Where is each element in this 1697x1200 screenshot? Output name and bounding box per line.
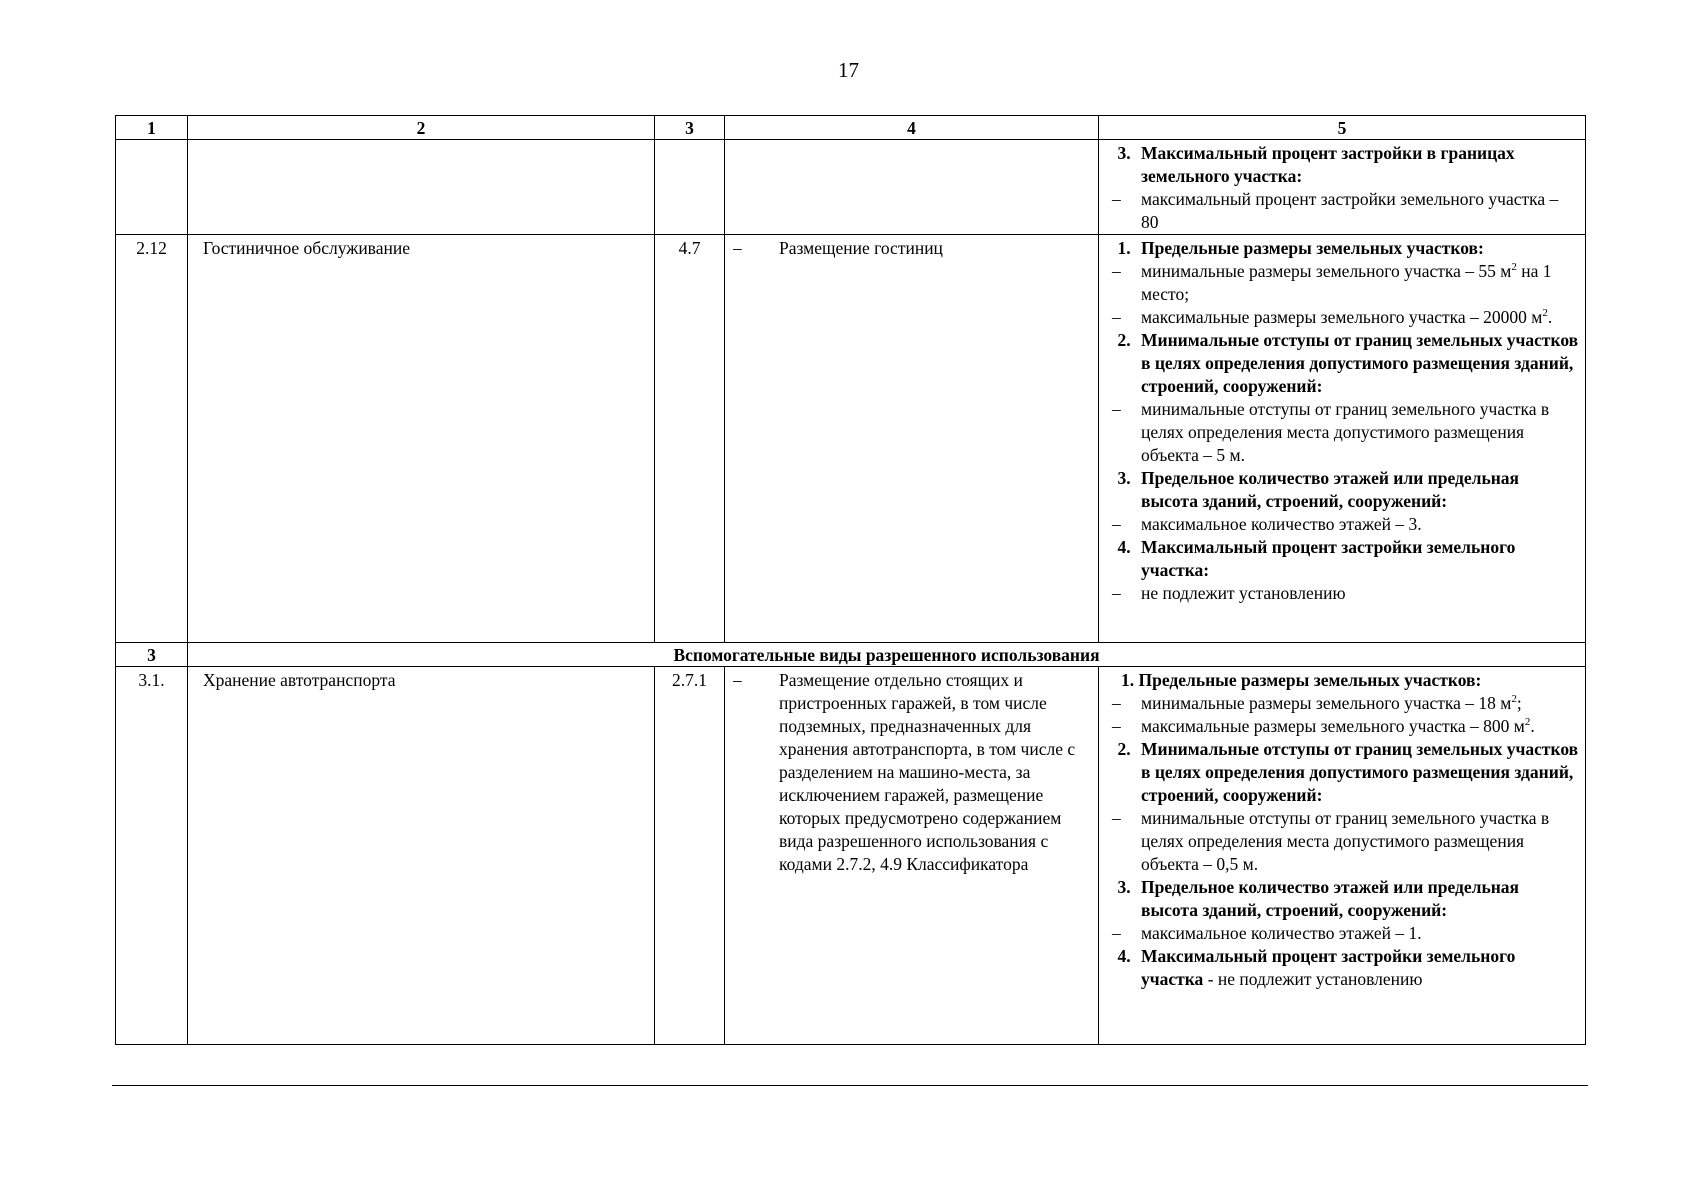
param-item: – минимальные отступы от границ земельного участка в целях определения места допустимого размещения объекта – 5 м. xyxy=(1112,399,1550,465)
table-row xyxy=(116,140,1586,235)
desc-item: – Размещение гостиниц xyxy=(733,238,943,258)
table-row xyxy=(116,235,1586,643)
param-item: – максимальное количество этажей – 3. xyxy=(1112,514,1422,534)
param-heading: 3. Предельное количество этажей или предельная высота зданий, строений, сооружений: xyxy=(1117,468,1520,511)
desc-item: – Размещение отдельно стоящих и пристроенных гаражей, в том числе подземных, предназначенных для хранения автотранспорта, в том числе с разделением на машино-места, за исключением гаражей, размещение которых предусмотрено содержанием вида разрешенного использования с кодами 2.7.2, 4.9 Классификатора xyxy=(733,670,1076,874)
param-heading: 2. Минимальные отступы от границ земельных участков в целях определения допустимого размещения зданий, строений, сооружений: xyxy=(1117,330,1579,396)
section-title: Вспомогательные виды разрешенного использования xyxy=(188,643,1586,667)
section-row xyxy=(116,643,1586,667)
table-header-row xyxy=(116,116,1586,140)
column-header-1: 1 xyxy=(116,116,188,140)
param-item: – минимальные отступы от границ земельного участка в целях определения места допустимого размещения объекта – 0,5 м. xyxy=(1112,808,1550,874)
desc-list xyxy=(733,669,1090,876)
column-header-4: 4 xyxy=(725,116,1099,140)
param-heading: 3. Максимальный процент застройки в границах земельного участка: xyxy=(1117,143,1515,186)
cell-desc xyxy=(725,140,1099,235)
regulations-table xyxy=(115,115,1586,1045)
footer-rule xyxy=(112,1085,1588,1086)
cell-name xyxy=(188,140,655,235)
cell-name: Хранение автотранспорта xyxy=(188,667,655,1045)
param-item: – максимальные размеры земельного участка – 20000 $м^2$. xyxy=(1112,307,1553,327)
column-header-3: 3 xyxy=(655,116,725,140)
cell-params xyxy=(1099,235,1586,643)
param-heading: 2. Минимальные отступы от границ земельных участков в целях определения допустимого размещения зданий, строений, сооружений: xyxy=(1117,739,1579,805)
param-heading: 4. Максимальный процент застройки земельного участка - не подлежит установлению xyxy=(1117,946,1516,989)
table-row xyxy=(116,667,1586,1045)
param-item: – минимальные размеры земельного участка – 18 $м^2$; xyxy=(1112,693,1522,713)
column-header-5: 5 xyxy=(1099,116,1586,140)
cell-desc xyxy=(725,235,1099,643)
cell-num xyxy=(116,140,188,235)
page-number: 17 xyxy=(838,58,859,82)
cell-name: Гостиничное обслуживание xyxy=(188,235,655,643)
param-heading: 4. Максимальный процент застройки земельного участка: xyxy=(1117,537,1516,580)
param-item: – максимальные размеры земельного участка – 800 $м^2$. xyxy=(1112,716,1535,736)
cell-desc xyxy=(725,667,1099,1045)
param-item: – максимальное количество этажей – 1. xyxy=(1112,923,1422,943)
cell-num: 2.12 xyxy=(116,235,188,643)
cell-params xyxy=(1099,140,1586,235)
cell-code xyxy=(655,140,725,235)
param-heading: 1. Предельные размеры земельных участков: xyxy=(1117,238,1484,258)
cell-params xyxy=(1099,667,1586,1045)
param-item: – минимальные размеры земельного участка – 55 $м^2$ на 1 место; xyxy=(1112,261,1552,304)
param-item: – не подлежит установлению xyxy=(1112,583,1346,603)
desc-list xyxy=(733,237,1090,260)
param-heading: 3. Предельное количество этажей или предельная высота зданий, строений, сооружений: xyxy=(1117,877,1520,920)
param-item: – максимальный процент застройки земельного участка – 80 xyxy=(1112,189,1559,232)
cell-code: 4.7 xyxy=(655,235,725,643)
param-heading: 1. Предельные размеры земельных участков: xyxy=(1121,670,1482,690)
cell-num: 3.1. xyxy=(116,667,188,1045)
section-num: 3 xyxy=(116,643,188,667)
cell-code: 2.7.1 xyxy=(655,667,725,1045)
column-header-2: 2 xyxy=(188,116,655,140)
